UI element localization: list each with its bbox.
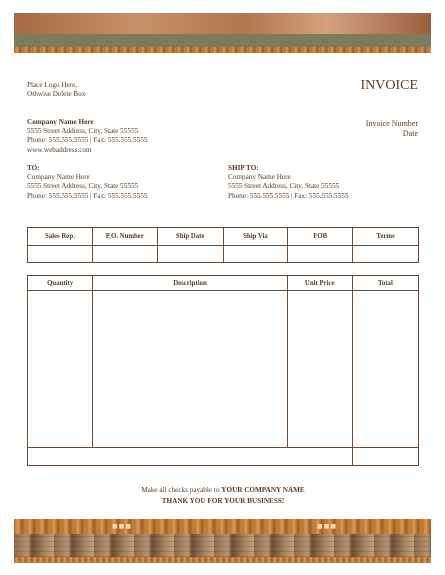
col-ship-date: Ship Date — [157, 228, 223, 246]
sales-rep-cell[interactable] — [28, 246, 93, 263]
bill-to-label: TO: — [27, 164, 40, 172]
col-description: Description — [93, 276, 287, 291]
checks-payable-line — [27, 486, 419, 494]
order-info-value-row — [28, 246, 419, 263]
invoice-number-label: Invoice Number — [365, 119, 418, 128]
order-info-header-row — [28, 228, 419, 246]
total-cell[interactable] — [352, 291, 418, 448]
grand-total-cell[interactable] — [352, 448, 418, 466]
company-phone: Phone: 555.555.5555 | Fax: 555.555.5555 — [27, 136, 148, 145]
grand-total-row — [28, 448, 419, 466]
ship-to — [228, 164, 348, 201]
ship-date-cell[interactable] — [157, 246, 223, 263]
col-terms: Terms — [353, 228, 419, 246]
po-number-cell[interactable] — [92, 246, 157, 263]
quantity-cell[interactable] — [28, 291, 93, 448]
footer-dots-right-icon: ■■■ — [317, 523, 338, 530]
terms-cell[interactable] — [353, 246, 419, 263]
invoice-title: INVOICE — [360, 78, 418, 93]
header-banner-band — [14, 34, 431, 47]
col-sales-rep: Sales Rep. — [28, 228, 93, 246]
line-items-body-row — [28, 291, 419, 448]
logo-placeholder-line1: Place Logo Here, — [27, 81, 78, 89]
line-items-header-row — [28, 276, 419, 291]
ship-via-cell[interactable] — [223, 246, 288, 263]
bill-to-address: 5555 Street Address, City, State 55555 — [27, 182, 139, 191]
bill-to-phone: Phone: 555.555.5555 | Fax: 555.555.5555 — [27, 191, 148, 200]
col-quantity: Quantity — [28, 276, 93, 291]
thank-you-line: THANK YOU FOR YOUR BUSINESS! — [161, 497, 285, 505]
bill-to — [27, 164, 147, 201]
company-info — [27, 118, 147, 155]
bill-to-name: Company Name Here — [27, 173, 90, 182]
line-items-table — [27, 275, 419, 466]
grand-total-spacer — [28, 448, 353, 466]
company-address: 5555 Street Address, City, State 55555 — [27, 127, 139, 136]
col-fob: FOB — [288, 228, 353, 246]
checks-payable-company: YOUR COMPANY NAME — [221, 486, 305, 494]
col-po-number: P.O. Number — [92, 228, 157, 246]
ship-to-name: Company Name Here — [228, 173, 291, 182]
company-website: www.webaddress.com — [27, 145, 92, 154]
footer-banner-trim — [14, 557, 431, 563]
col-ship-via: Ship Via — [223, 228, 288, 246]
ship-to-phone: Phone: 555.555.5555 | Fax: 555.555.5555 — [228, 191, 349, 200]
unit-price-cell[interactable] — [287, 291, 352, 448]
company-name: Company Name Here — [27, 118, 94, 126]
header-banner-copper — [14, 13, 431, 34]
ship-to-address: 5555 Street Address, City, State 55555 — [228, 182, 340, 191]
footer-dots-left-icon: ■■■ — [112, 523, 133, 530]
footer-banner-stone — [14, 534, 431, 557]
fob-cell[interactable] — [288, 246, 353, 263]
col-total: Total — [352, 276, 418, 291]
col-unit-price: Unit Price — [287, 276, 352, 291]
order-info-table — [27, 227, 419, 263]
ship-to-label: SHIP TO: — [228, 164, 259, 172]
logo-placeholder[interactable] — [27, 81, 85, 99]
invoice-date-label: Date — [402, 129, 418, 138]
header-banner-wood — [14, 47, 431, 53]
description-cell[interactable] — [93, 291, 287, 448]
logo-placeholder-line2: Othwise Delete Box — [27, 90, 86, 99]
footer-banner-wood — [14, 519, 431, 534]
checks-payable-prefix: Make all checks payable to — [141, 486, 222, 494]
